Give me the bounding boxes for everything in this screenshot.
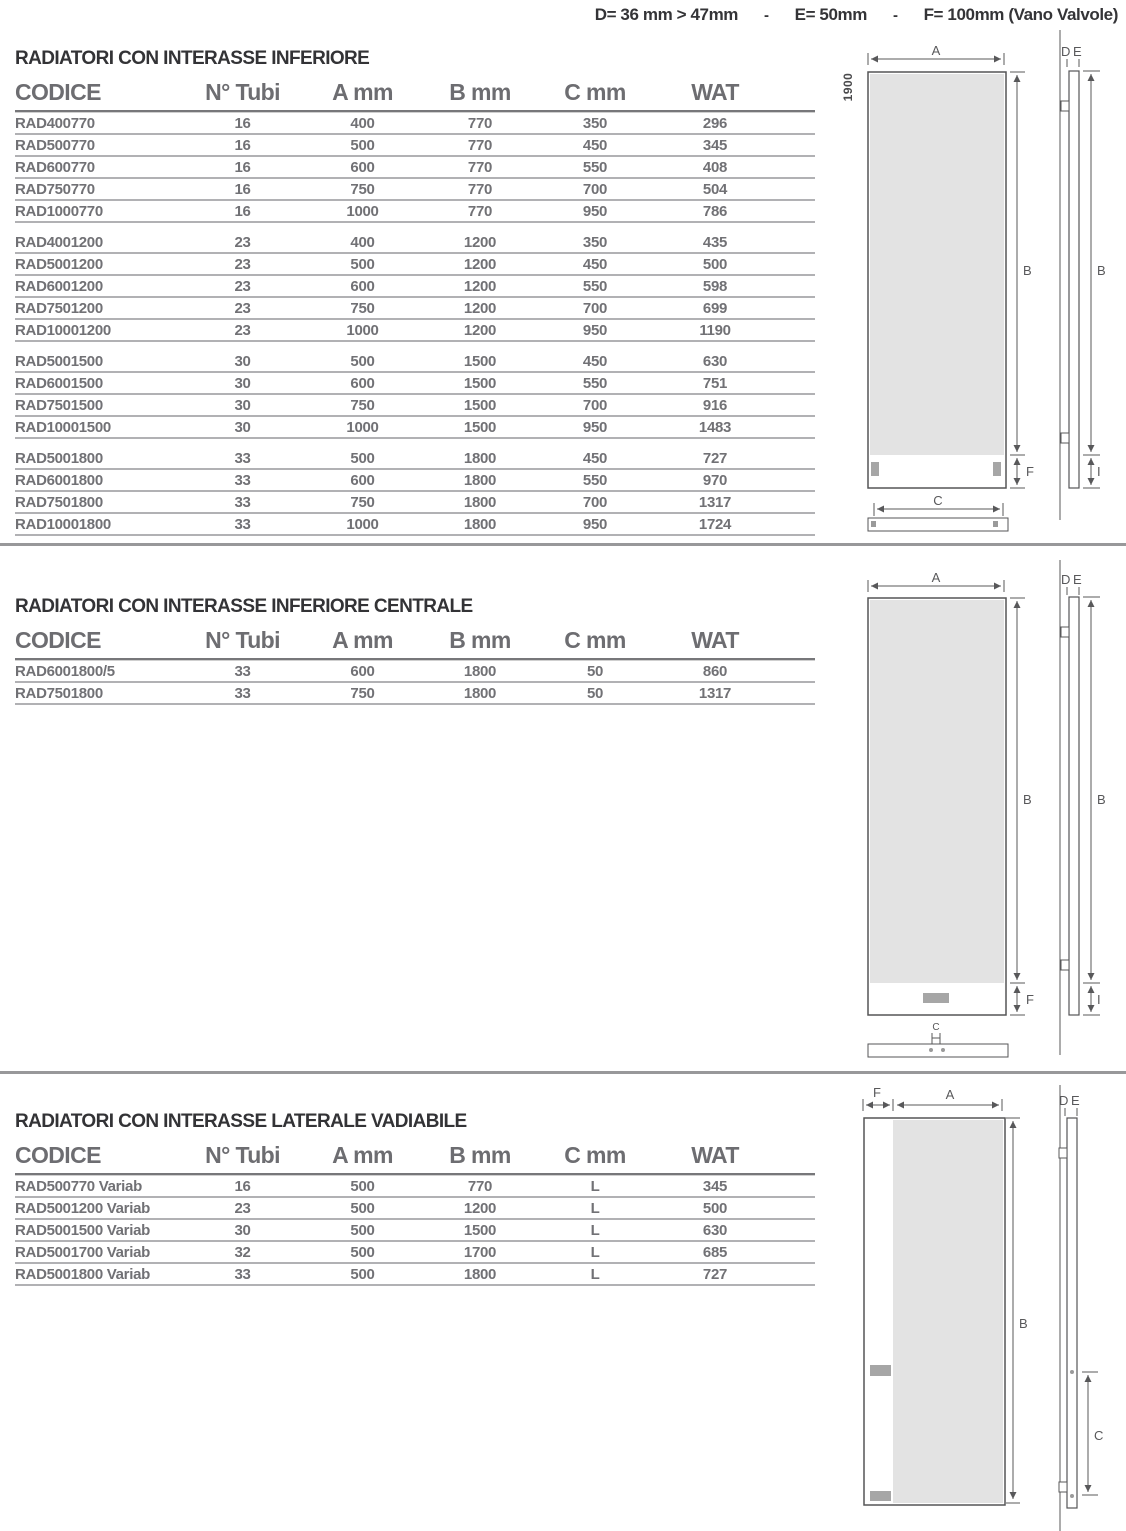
side-connection-bottom <box>1070 1494 1074 1498</box>
side-view <box>1060 30 1106 520</box>
table-row <box>15 373 815 395</box>
table-row <box>15 157 815 179</box>
bottom-connection-2 <box>941 1048 945 1052</box>
dim-label-f: F <box>873 1085 881 1100</box>
cell-a: 1000 <box>346 203 379 220</box>
cell-code: RAD5001800 Variab <box>15 1266 150 1283</box>
col-a-mm: A mm <box>332 627 393 653</box>
cell-a: 1000 <box>346 419 379 436</box>
cell-wat: 630 <box>702 353 728 370</box>
cell-c: 550 <box>582 159 608 176</box>
cell-code: RAD10001500 <box>15 419 111 436</box>
cell-a: 600 <box>350 375 375 392</box>
cell-b: 770 <box>467 1178 493 1195</box>
cell-c: 550 <box>582 472 608 489</box>
cell-b: 1500 <box>463 353 497 370</box>
cell-b: 1200 <box>463 256 497 273</box>
cell-a: 750 <box>350 300 375 317</box>
table-row <box>15 1220 815 1242</box>
cell-wat: 751 <box>702 375 728 392</box>
note-d: D= 36 mm > 47mm <box>594 5 739 24</box>
dim-label-a: A <box>945 1087 955 1102</box>
cell-c: L <box>590 1178 600 1195</box>
table-body <box>15 113 815 536</box>
table-row <box>15 276 815 298</box>
table-row <box>15 320 815 342</box>
col-b-mm: B mm <box>449 79 511 105</box>
col-wat: WAT <box>691 79 739 105</box>
cell-c: 950 <box>582 516 608 533</box>
cell-code: RAD750770 <box>15 181 95 198</box>
dim-label-b: B <box>1023 263 1032 278</box>
cell-b: 1800 <box>463 685 497 702</box>
cell-b: 1800 <box>463 516 497 533</box>
dim-label-b: B <box>1023 792 1032 807</box>
front-view <box>868 570 1034 1057</box>
cell-b: 1700 <box>463 1244 497 1261</box>
cell-c: 350 <box>582 115 608 132</box>
wall-clip-top <box>1061 627 1069 637</box>
note-separator: - <box>892 7 898 24</box>
cell-tubi: 30 <box>234 375 251 392</box>
dim-label-c: C <box>1094 1428 1104 1443</box>
cell-wat: 727 <box>702 1266 728 1283</box>
cell-tubi: 16 <box>234 159 251 176</box>
cell-c: 50 <box>586 663 604 680</box>
cell-a: 600 <box>350 472 375 489</box>
cell-wat: 860 <box>702 663 728 680</box>
cell-tubi: 33 <box>234 663 251 680</box>
cell-code: RAD600770 <box>15 159 95 176</box>
bottom-view <box>868 518 1008 531</box>
cell-b: 1800 <box>463 1266 497 1283</box>
cell-b: 1200 <box>463 278 497 295</box>
table-row <box>15 448 815 470</box>
col-wat: WAT <box>691 1142 739 1168</box>
section-title: RADIATORI CON INTERASSE INFERIORE CENTRALE <box>15 596 473 617</box>
diagram-interasse-inferiore-centrale <box>830 560 1126 1070</box>
cell-code: RAD400770 <box>15 115 95 132</box>
cell-tubi: 16 <box>234 1178 251 1195</box>
cell-code: RAD6001200 <box>15 278 103 295</box>
cell-a: 500 <box>350 353 375 370</box>
cell-code: RAD5001200 Variab <box>15 1200 150 1217</box>
cell-code: RAD7501800 <box>15 685 103 702</box>
table-row <box>15 470 815 492</box>
cell-b: 1200 <box>463 300 497 317</box>
cell-c: 450 <box>582 353 608 370</box>
cell-tubi: 16 <box>234 115 251 132</box>
table-body <box>15 1176 815 1286</box>
side-connection-top <box>1070 1370 1074 1374</box>
cell-tubi: 23 <box>234 1200 251 1217</box>
col-codice: CODICE <box>15 79 101 105</box>
cell-code: RAD1000770 <box>15 203 103 220</box>
cell-tubi: 30 <box>234 419 251 436</box>
col-b-mm: B mm <box>449 1142 511 1168</box>
cell-code: RAD6001800 <box>15 472 103 489</box>
cell-b: 1200 <box>463 234 497 251</box>
col-a-mm: A mm <box>332 1142 393 1168</box>
dim-label-e: E <box>1073 44 1082 59</box>
cell-code: RAD7501200 <box>15 300 103 317</box>
col-c-mm: C mm <box>564 1142 626 1168</box>
cell-c: 450 <box>582 256 608 273</box>
cell-c: L <box>590 1222 600 1239</box>
table-header <box>15 627 815 653</box>
cell-tubi: 30 <box>234 397 251 414</box>
note-separator: - <box>764 7 769 24</box>
note-e: E= 50mm <box>794 5 867 24</box>
cell-c: 550 <box>582 375 608 392</box>
radiator-body <box>893 1120 1003 1503</box>
dim-label-f: F <box>1026 992 1034 1007</box>
front-view <box>863 1085 1028 1505</box>
col-c-mm: C mm <box>564 79 626 105</box>
bottom-connection-1 <box>929 1048 933 1052</box>
cell-c: 550 <box>582 278 608 295</box>
connection-left <box>871 462 879 476</box>
cell-a: 1000 <box>346 322 379 339</box>
cell-tubi: 33 <box>234 472 251 489</box>
cell-b: 1200 <box>463 322 497 339</box>
dim-label-i: I <box>1097 992 1101 1007</box>
cell-b: 770 <box>467 137 493 154</box>
cell-tubi: 33 <box>234 685 251 702</box>
cell-a: 600 <box>350 159 375 176</box>
dim-label-b: B <box>1019 1316 1028 1331</box>
side-view <box>1060 560 1106 1055</box>
wall-clip-bottom <box>1061 960 1069 970</box>
cell-code: RAD5001200 <box>15 256 103 273</box>
cell-code: RAD10001800 <box>15 516 111 533</box>
cell-a: 500 <box>350 1200 375 1217</box>
col-n-tubi: N° Tubi <box>205 1142 280 1168</box>
cell-a: 500 <box>350 1266 375 1283</box>
cell-a: 600 <box>350 663 375 680</box>
cell-tubi: 30 <box>234 1222 251 1239</box>
cell-a: 500 <box>350 256 375 273</box>
section-title: RADIATORI CON INTERASSE INFERIORE <box>15 48 370 69</box>
cell-tubi: 23 <box>234 322 251 339</box>
cell-code: RAD5001800 <box>15 450 103 467</box>
cell-c: 700 <box>582 300 608 317</box>
table-row <box>15 135 815 157</box>
connection-mid <box>870 1365 891 1376</box>
col-b-mm: B mm <box>449 627 511 653</box>
section-title: RADIATORI CON INTERASSE LATERALE VADIABILE <box>15 1111 467 1132</box>
cell-code: RAD500770 Variab <box>15 1178 142 1195</box>
cell-tubi: 33 <box>234 1266 251 1283</box>
cell-a: 600 <box>350 278 375 295</box>
cell-wat: 500 <box>702 1200 728 1217</box>
col-a-mm: A mm <box>332 79 393 105</box>
cell-c: 50 <box>586 685 604 702</box>
cell-a: 500 <box>350 1178 375 1195</box>
cell-wat: 916 <box>702 397 728 414</box>
cell-code: RAD7501800 <box>15 494 103 511</box>
table-row <box>15 417 815 439</box>
dim-label-c: C <box>933 493 943 508</box>
table-row <box>15 1176 815 1198</box>
table-header <box>15 1142 815 1168</box>
cell-tubi: 23 <box>234 234 251 251</box>
cell-b: 1500 <box>463 375 497 392</box>
cell-a: 750 <box>350 685 375 702</box>
table-row <box>15 351 815 373</box>
dim-label-d: D <box>1061 44 1071 59</box>
cell-b: 770 <box>467 181 493 198</box>
cell-c: 700 <box>582 397 608 414</box>
side-view <box>1059 1085 1103 1531</box>
table-row <box>15 395 815 417</box>
cell-wat: 296 <box>702 115 728 132</box>
cell-tubi: 30 <box>234 353 251 370</box>
cell-tubi: 23 <box>234 300 251 317</box>
cell-wat: 786 <box>702 203 728 220</box>
table-row <box>15 179 815 201</box>
cell-wat: 727 <box>702 450 728 467</box>
cell-wat: 435 <box>702 234 728 251</box>
dim-label-f: F <box>1026 464 1034 479</box>
cell-a: 500 <box>350 1222 375 1239</box>
table-header <box>15 79 815 105</box>
table-row <box>15 514 815 536</box>
cell-wat: 345 <box>702 1178 728 1195</box>
radiator-body <box>870 600 1004 983</box>
cell-code: RAD10001200 <box>15 322 111 339</box>
cell-code: RAD6001800/5 <box>15 663 115 680</box>
dim-label-d: D <box>1061 572 1071 587</box>
cell-c: 950 <box>582 419 608 436</box>
cell-tubi: 23 <box>234 278 251 295</box>
diagram-interasse-inferiore <box>830 30 1126 545</box>
cell-c: 450 <box>582 137 608 154</box>
table-row <box>15 1198 815 1220</box>
cell-wat: 1317 <box>698 685 732 702</box>
cell-code: RAD5001500 <box>15 353 103 370</box>
cell-a: 500 <box>350 1244 375 1261</box>
cell-code: RAD6001500 <box>15 375 103 392</box>
cell-tubi: 23 <box>234 256 251 273</box>
side-rail <box>1069 71 1079 488</box>
cell-c: L <box>590 1200 600 1217</box>
wall-clip-top <box>1061 101 1069 111</box>
table-row <box>15 298 815 320</box>
cell-b: 1800 <box>463 663 497 680</box>
cell-tubi: 16 <box>234 203 251 220</box>
wall-clip-bottom <box>1061 433 1069 443</box>
cell-a: 750 <box>350 494 375 511</box>
cell-c: 700 <box>582 494 608 511</box>
table-row <box>15 683 815 705</box>
cell-b: 1500 <box>463 397 497 414</box>
section-interasse-inferiore-centrale <box>15 596 815 705</box>
bottom-view <box>868 1044 1008 1057</box>
dim-label-d: D <box>1059 1093 1069 1108</box>
section-divider <box>0 1071 1126 1074</box>
section-interasse-laterale-variabile <box>15 1111 815 1286</box>
cell-c: L <box>590 1266 600 1283</box>
cell-b: 1800 <box>463 450 497 467</box>
dim-label-i: I <box>1097 464 1101 479</box>
cell-c: 950 <box>582 322 608 339</box>
diagram-interasse-laterale-variabile <box>830 1085 1126 1531</box>
cell-code: RAD4001200 <box>15 234 103 251</box>
col-n-tubi: N° Tubi <box>205 627 280 653</box>
side-rail <box>1067 1118 1077 1508</box>
dim-label-a: A <box>931 43 941 58</box>
bottom-connection-left <box>871 521 876 527</box>
cell-a: 400 <box>350 115 375 132</box>
section-interasse-inferiore <box>15 48 815 536</box>
dim-label-e: E <box>1071 1093 1080 1108</box>
cell-wat: 630 <box>702 1222 728 1239</box>
table-row <box>15 232 815 254</box>
cell-wat: 504 <box>702 181 728 198</box>
cell-code: RAD5001700 Variab <box>15 1244 150 1261</box>
cell-b: 1800 <box>463 472 497 489</box>
cell-wat: 699 <box>702 300 728 317</box>
cell-tubi: 33 <box>234 494 251 511</box>
col-n-tubi: N° Tubi <box>205 79 280 105</box>
cell-wat: 1317 <box>698 494 732 511</box>
cell-wat: 970 <box>702 472 728 489</box>
dim-label-b-side: B <box>1097 792 1106 807</box>
cell-a: 1000 <box>346 516 379 533</box>
side-rail <box>1069 597 1079 1015</box>
dim-label-a: A <box>931 570 941 585</box>
cell-wat: 1483 <box>698 419 732 436</box>
note-f: F= 100mm (Vano Valvole) <box>923 5 1118 24</box>
dim-label-1900: 1900 <box>841 72 855 102</box>
connection-bottom <box>870 1491 891 1501</box>
bottom-connection-right <box>993 521 998 527</box>
table-row <box>15 254 815 276</box>
col-codice: CODICE <box>15 627 101 653</box>
cell-c: 700 <box>582 181 608 198</box>
table-row <box>15 661 815 683</box>
dim-label-c-small: C <box>932 1022 940 1033</box>
cell-c: 350 <box>582 234 608 251</box>
cell-b: 1200 <box>463 1200 497 1217</box>
cell-c: 450 <box>582 450 608 467</box>
cell-a: 500 <box>350 450 375 467</box>
cell-b: 1500 <box>463 419 497 436</box>
cell-wat: 1190 <box>699 322 731 339</box>
col-wat: WAT <box>691 627 739 653</box>
wall-clip-top <box>1059 1148 1067 1158</box>
cell-a: 400 <box>350 234 375 251</box>
dim-label-b-side: B <box>1097 263 1106 278</box>
cell-c: 950 <box>582 203 608 220</box>
cell-b: 1800 <box>463 494 497 511</box>
cell-b: 770 <box>467 115 493 132</box>
table-row <box>15 492 815 514</box>
table-row <box>15 201 815 223</box>
cell-wat: 1724 <box>698 516 732 533</box>
top-dimension-note <box>595 5 1118 25</box>
front-view <box>841 43 1034 531</box>
connection-center <box>923 993 949 1003</box>
col-codice: CODICE <box>15 1142 101 1168</box>
table-row <box>15 113 815 135</box>
table-row <box>15 1242 815 1264</box>
cell-b: 770 <box>467 159 493 176</box>
col-c-mm: C mm <box>564 627 626 653</box>
table-body <box>15 661 815 705</box>
cell-b: 770 <box>467 203 493 220</box>
cell-tubi: 33 <box>234 516 251 533</box>
cell-code: RAD7501500 <box>15 397 103 414</box>
table-row <box>15 1264 815 1286</box>
radiator-body <box>870 74 1004 455</box>
cell-code: RAD5001500 Variab <box>15 1222 150 1239</box>
cell-tubi: 16 <box>234 137 251 154</box>
cell-wat: 685 <box>702 1244 728 1261</box>
cell-a: 500 <box>350 137 375 154</box>
cell-wat: 408 <box>702 159 728 176</box>
cell-tubi: 16 <box>234 181 251 198</box>
cell-a: 750 <box>350 397 375 414</box>
cell-tubi: 33 <box>234 450 251 467</box>
dim-label-e: E <box>1073 572 1082 587</box>
cell-code: RAD500770 <box>15 137 95 154</box>
wall-clip-bottom <box>1059 1482 1067 1492</box>
cell-wat: 598 <box>702 278 728 295</box>
cell-wat: 500 <box>702 256 728 273</box>
cell-wat: 345 <box>702 137 728 154</box>
cell-c: L <box>590 1244 600 1261</box>
cell-a: 750 <box>350 181 375 198</box>
connection-right <box>993 462 1001 476</box>
cell-tubi: 32 <box>234 1244 251 1261</box>
cell-b: 1500 <box>463 1222 497 1239</box>
